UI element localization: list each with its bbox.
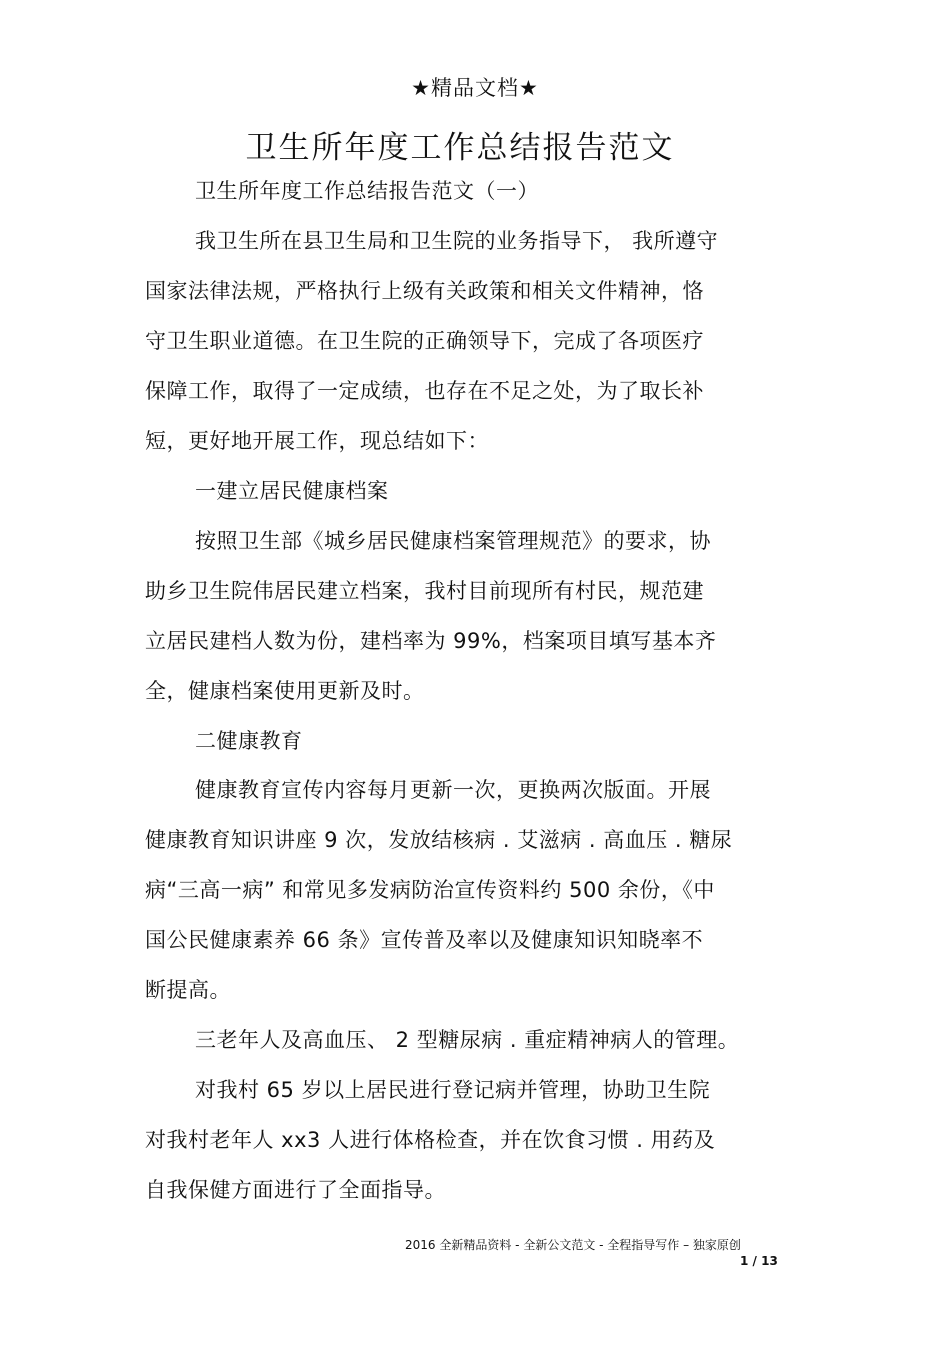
section-heading: 三老年人及高血压、 2 型糖尿病 . 重症精神病人的管理。 (195, 1028, 740, 1052)
paragraph-line: 短，更好地开展工作，现总结如下： (145, 429, 489, 453)
paragraph-line: 守卫生职业道德。在卫生院的正确领导下，完成了各项医疗 (145, 329, 704, 353)
page-number: 1 / 13 (740, 1254, 778, 1268)
paragraph-line: 国家法律法规，严格执行上级有关政策和相关文件精神，恪 (145, 279, 704, 303)
paragraph-line: 健康教育知识讲座 9 次，发放结核病 . 艾滋病 . 高血压 . 糖尿 (145, 828, 733, 852)
paragraph-line: 国公民健康素养 66 条》宣传普及率以及健康知识知晓率不 (145, 928, 704, 952)
header-mark: ★精品文档★ (411, 76, 539, 100)
paragraph-line: 病“三高一病” 和常见多发病防治宣传资料约 500 余份，《中 (145, 878, 715, 902)
section-heading: 一建立居民健康档案 (195, 479, 389, 503)
paragraph-line: 保障工作，取得了一定成绩，也存在不足之处，为了取长补 (145, 379, 704, 403)
footer-text: 2016 全新精品资料 - 全新公文范文 - 全程指导写作 – 独家原创 (405, 1238, 741, 1252)
subtitle-line: 卫生所年度工作总结报告范文（一） (195, 179, 539, 203)
paragraph-line: 对我村 65 岁以上居民进行登记病并管理，协助卫生院 (195, 1078, 711, 1102)
paragraph-line: 助乡卫生院伟居民建立档案，我村目前现所有村民，规范建 (145, 579, 704, 603)
section-heading: 二健康教育 (195, 729, 303, 753)
paragraph-line: 断提高。 (145, 978, 231, 1002)
paragraph-line: 对我村老年人 xx3 人进行体格检查，并在饮食习惯 . 用药及 (145, 1128, 716, 1152)
paragraph-line: 健康教育宣传内容每月更新一次，更换两次版面。开展 (195, 778, 711, 802)
paragraph-line: 全，健康档案使用更新及时。 (145, 679, 425, 703)
paragraph-line: 立居民建档人数为份，建档率为 99%，档案项目填写基本齐 (145, 629, 717, 653)
paragraph-line: 我卫生所在县卫生局和卫生院的业务指导下， 我所遵守 (195, 229, 719, 253)
paragraph-line: 按照卫生部《城乡居民健康档案管理规范》的要求，协 (195, 529, 711, 553)
paragraph-line: 自我保健方面进行了全面指导。 (145, 1178, 446, 1202)
document-title: 卫生所年度工作总结报告范文 (245, 130, 675, 166)
